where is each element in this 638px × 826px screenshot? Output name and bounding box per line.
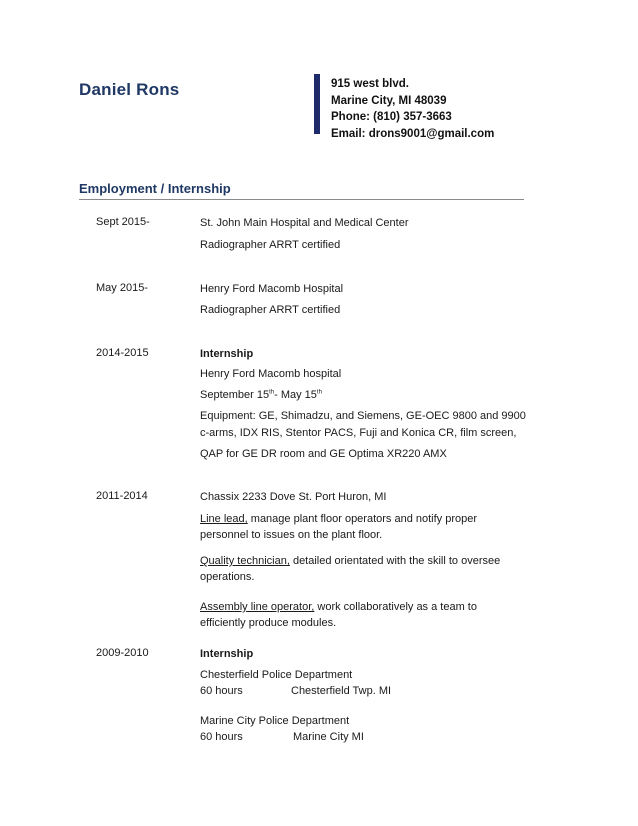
entry-date: Sept 2015- (96, 216, 150, 228)
job-title: Assembly line operator, (200, 601, 315, 613)
contact-block (331, 76, 494, 142)
entry-date: 2011-2014 (96, 490, 148, 502)
department-name: Marine City Police Department (200, 715, 350, 727)
period-start: September 15 (200, 389, 270, 401)
address-line-2: Marine City, MI 48039 (331, 94, 447, 107)
job-description-cont: operations. (200, 571, 255, 583)
section-title: Employment / Internship (79, 181, 231, 196)
period-mid: - May 15 (274, 389, 317, 401)
section-divider (79, 199, 524, 200)
entry-equipment-line-1: Equipment: GE, Shimadzu, and Siemens, GE-OEC 9800 and 9900 (200, 410, 526, 422)
entry-date: 2014-2015 (96, 347, 149, 359)
job-title: Line lead, (200, 513, 248, 525)
period-start-suffix: th (269, 389, 275, 396)
entry-heading: Internship (200, 648, 254, 660)
job-description-cont: personnel to issues on the plant floor. (200, 529, 383, 541)
entry-employer: Chassix 2233 Dove St. Port Huron, MI (200, 491, 387, 503)
department-detail (200, 729, 364, 745)
entry-employer: Henry Ford Macomb hospital (200, 368, 342, 380)
job-title: Quality technician, (200, 555, 290, 567)
job-description: manage plant floor operators and notify proper (247, 513, 478, 525)
contact-divider-bar (314, 74, 320, 134)
entry-role: Radiographer ARRT certified (200, 304, 341, 316)
department-detail (200, 683, 392, 699)
entry-role: Radiographer ARRT certified (200, 239, 341, 251)
job-assembly-operator (200, 599, 477, 615)
email-address: Email: drons9001@gmail.com (331, 127, 495, 140)
job-description-cont: efficiently produce modules. (200, 617, 337, 629)
address-line-1: 915 west blvd. (331, 78, 409, 90)
entry-heading: Internship (200, 348, 254, 360)
job-line-lead (200, 511, 477, 527)
entry-period (200, 387, 322, 403)
department-location: Chesterfield Twp. MI (291, 685, 392, 697)
period-end-suffix: th (316, 389, 322, 396)
job-description: work collaboratively as a team to (314, 601, 477, 613)
department-hours: 60 hours (200, 731, 243, 743)
entry-date: May 2015- (96, 282, 148, 294)
department-location: Marine City MI (293, 731, 364, 743)
job-description: detailed orientated with the skill to oversee (289, 555, 501, 567)
department-hours: 60 hours (200, 685, 243, 697)
entry-employer: St. John Main Hospital and Medical Center (200, 217, 409, 229)
phone-number: Phone: (810) 357-3663 (331, 111, 452, 123)
entry-date: 2009-2010 (96, 647, 149, 659)
entry-employer: Henry Ford Macomb Hospital (200, 283, 344, 295)
candidate-name: Daniel Rons (79, 80, 180, 99)
job-quality-technician (200, 553, 500, 569)
department-name: Chesterfield Police Department (200, 669, 353, 681)
entry-equipment-line-2: c-arms, IDX RIS, Stentor PACS, Fuji and Konica CR, film screen, (200, 427, 517, 439)
entry-qap: QAP for GE DR room and GE Optima XR220 AMX (200, 448, 447, 460)
